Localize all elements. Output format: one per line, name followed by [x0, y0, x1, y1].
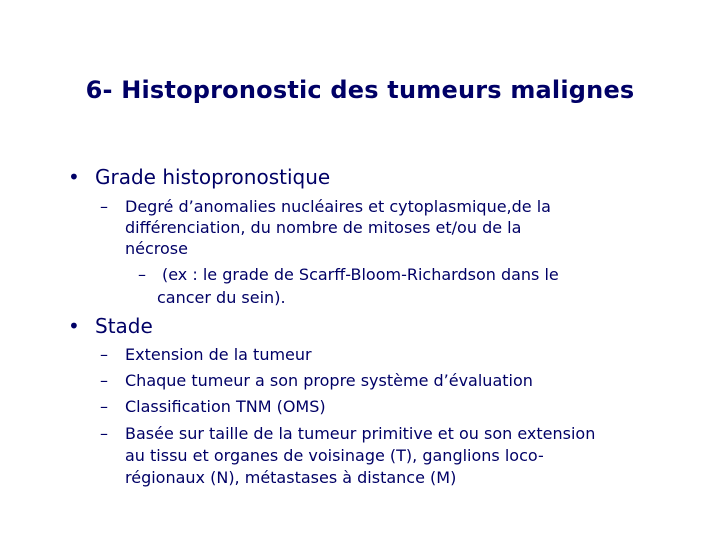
section-heading-stade: Stade: [95, 314, 153, 338]
item-line: Chaque tumeur a son propre système d’évaluation: [125, 371, 533, 390]
item-line: Basée sur taille de la tumeur primitive et ou son extension: [125, 424, 596, 443]
bullet-marker: •: [68, 165, 80, 189]
dash-marker: –: [100, 371, 108, 390]
subitem-line: cancer du sein).: [157, 288, 286, 307]
dash-marker: –: [138, 265, 146, 284]
item-line: Extension de la tumeur: [125, 345, 312, 364]
dash-marker: –: [100, 424, 108, 443]
dash-marker: –: [100, 197, 108, 216]
slide-title: 6- Histopronostic des tumeurs malignes: [85, 76, 635, 104]
item-line: Degré d’anomalies nucléaires et cytoplasmique,de la: [125, 197, 551, 216]
item-line: nécrose: [125, 239, 188, 258]
item-line: Classification TNM (OMS): [125, 397, 326, 416]
item-line: régionaux (N), métastases à distance (M): [125, 468, 457, 487]
item-line: différenciation, du nombre de mitoses et/ou de la: [125, 218, 522, 237]
dash-marker: –: [100, 345, 108, 364]
bullet-marker: •: [68, 314, 80, 338]
section-heading-grade: Grade histopronostique: [95, 165, 331, 189]
subitem-line: (ex : le grade de Scarff-Bloom-Richardson dans le: [162, 265, 559, 284]
dash-marker: –: [100, 397, 108, 416]
item-line: au tissu et organes de voisinage (T), ganglions loco-: [125, 446, 544, 465]
